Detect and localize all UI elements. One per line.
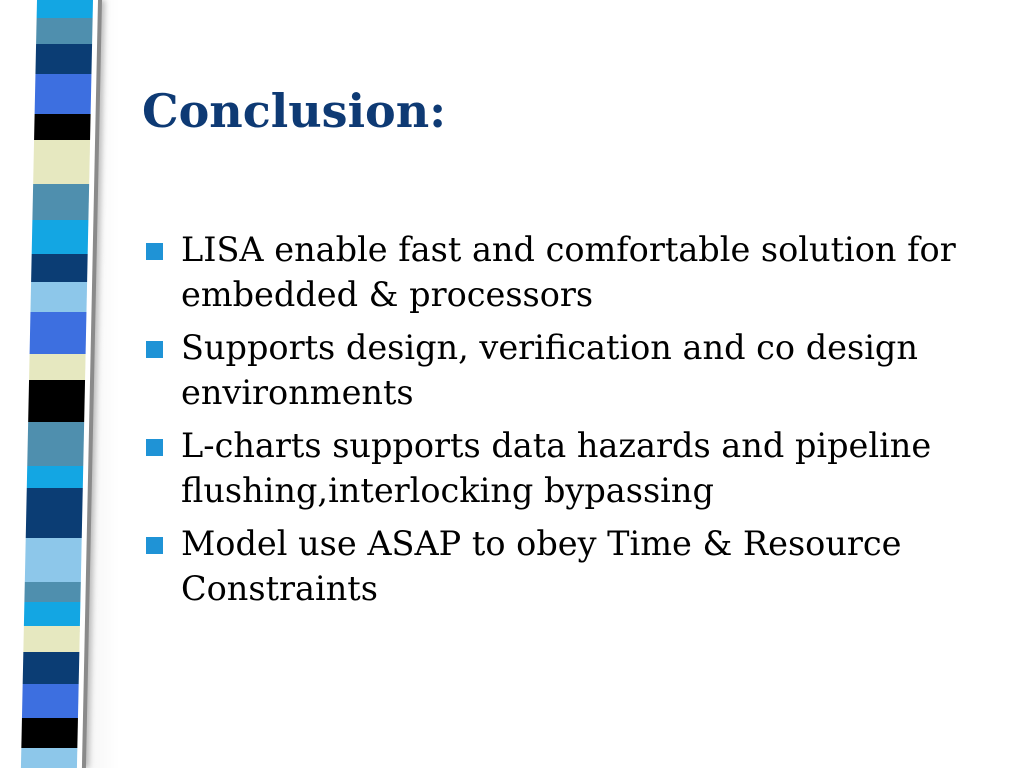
slide-title: Conclusion: bbox=[142, 84, 447, 138]
bullet-text: Model use ASAP to obey Time & Resource Constraints bbox=[181, 524, 902, 608]
square-bullet-icon bbox=[146, 341, 163, 358]
square-bullet-icon bbox=[146, 439, 163, 456]
strip-segment bbox=[27, 466, 83, 488]
strip-segment bbox=[35, 44, 92, 74]
strip-segment bbox=[27, 422, 84, 466]
strip-segment bbox=[36, 18, 93, 44]
strip-segment bbox=[23, 626, 80, 652]
strip-segment bbox=[35, 74, 92, 114]
bullet-text: Supports design, verification and co design environments bbox=[181, 328, 918, 412]
bullet-item bbox=[146, 521, 986, 611]
strip-segment bbox=[37, 0, 93, 18]
strip-segment bbox=[23, 652, 80, 684]
bullet-item bbox=[146, 325, 986, 415]
strip-segment bbox=[24, 602, 81, 626]
square-bullet-icon bbox=[146, 537, 163, 554]
strip-segment bbox=[21, 718, 78, 748]
strip-segment bbox=[21, 748, 78, 768]
strip-segment bbox=[34, 114, 91, 140]
bullet-list bbox=[146, 227, 986, 619]
strip-segment bbox=[22, 684, 79, 718]
square-bullet-icon bbox=[146, 243, 163, 260]
bullet-item bbox=[146, 227, 986, 317]
strip-segment bbox=[30, 312, 87, 354]
strip-segment bbox=[30, 282, 87, 312]
strip-segment bbox=[26, 488, 83, 538]
bullet-item bbox=[146, 423, 986, 513]
strip-segment bbox=[25, 538, 82, 582]
strip-segment bbox=[32, 184, 89, 220]
bullet-text: LISA enable fast and comfortable solution for embedded & processors bbox=[181, 230, 956, 314]
strip-segment bbox=[29, 354, 86, 380]
strip-segment bbox=[32, 220, 89, 254]
strip-segment bbox=[24, 582, 80, 602]
bullet-text: L-charts supports data hazards and pipeline flushing,interlocking bypassing bbox=[181, 426, 932, 510]
strip-segment bbox=[33, 140, 90, 184]
strip-segment bbox=[31, 254, 88, 282]
strip-segment bbox=[28, 380, 85, 422]
